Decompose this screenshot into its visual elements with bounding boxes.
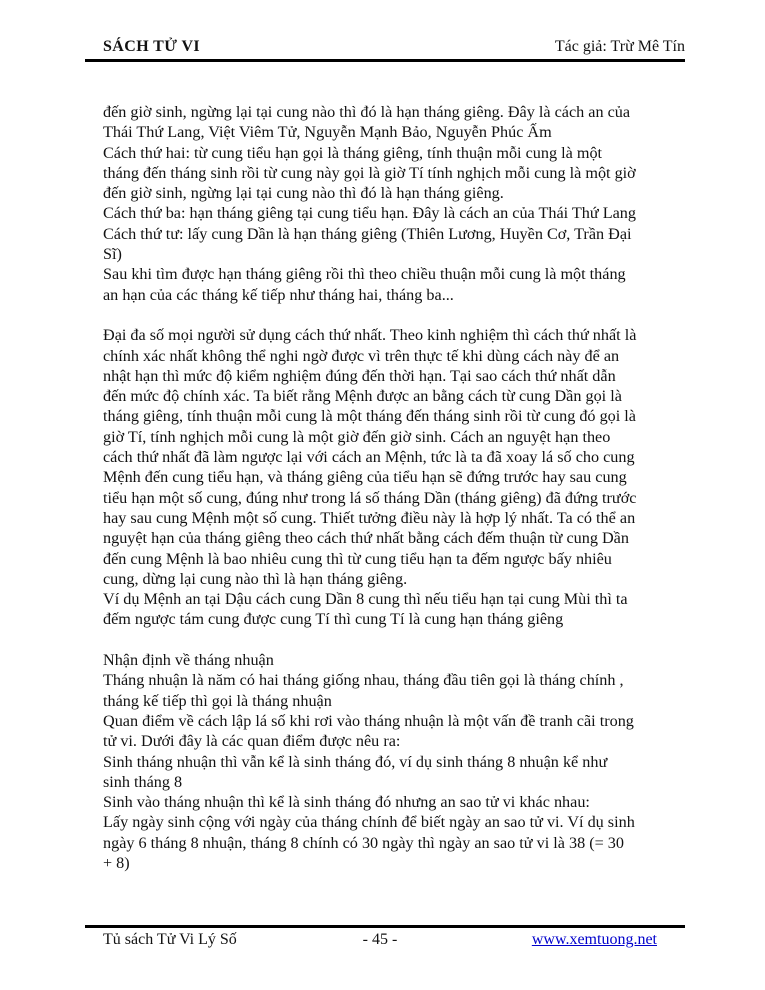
- text-line: cách thứ nhất đã làm ngược lại với cách an Mệnh, tức là ta đã xoay lá số cho cung: [103, 448, 635, 467]
- text-line: nguyệt hạn của tháng giêng theo cách thứ nhất bằng cách đếm thuận từ cung Dần: [103, 529, 629, 548]
- text-line: Cách thứ tư: lấy cung Dần là hạn tháng giêng (Thiên Lương, Huyền Cơ, Trần Đại: [103, 224, 632, 243]
- text-line: nhật hạn thì mức độ kiểm nghiệm đúng đến thời hạn. Tại sao cách thứ nhất dẫn: [103, 366, 616, 385]
- page-number: - 45 -: [362, 931, 398, 948]
- page-body-text: [103, 102, 687, 873]
- text-line: cung, dừng lại cung nào thì là hạn tháng giêng.: [103, 569, 408, 588]
- page-header: [85, 0, 685, 62]
- text-line: đếm ngược tám cung được cung Tí thì cung Tí là cung hạn tháng giêng: [103, 610, 564, 629]
- text-line: Đại đa số mọi người sử dụng cách thứ nhất. Theo kinh nghiệm thì cách thứ nhất là: [103, 326, 637, 345]
- text-line: Sinh vào tháng nhuận thì kể là sinh tháng đó nhưng an sao tử vi khác nhau:: [103, 793, 590, 812]
- text-line: Lấy ngày sinh cộng với ngày của tháng chính để biết ngày an sao tử vi. Ví dụ sinh: [103, 813, 635, 832]
- footer-link-cell: [397, 931, 685, 949]
- text-line: hay sau cung Mệnh một số cung. Thiết tưởng điều này là hợp lý nhất. Ta có thể an: [103, 508, 636, 527]
- text-line: Ví dụ Mệnh an tại Dậu cách cung Dần 8 cung thì nếu tiểu hạn tại cung Mùi thì ta: [103, 590, 628, 609]
- text-line: ngày 6 tháng 8 nhuận, tháng 8 chính có 30 ngày thì ngày an sao tử vi là 38 (= 30: [103, 833, 624, 852]
- text-line: đến mức độ chính xác. Ta biết rằng Mệnh được an bằng cách từ cung Dần gọi là: [103, 387, 622, 406]
- text-line: [103, 305, 687, 325]
- text-line: tháng kế tiếp thì gọi là tháng nhuận: [103, 691, 332, 710]
- text-line: Thái Thứ Lang, Việt Viêm Tử, Nguyễn Mạnh Bảo, Nguyễn Phúc Ấm: [103, 123, 552, 142]
- text-line: đến giờ sinh, ngừng lại tại cung nào thì đó là hạn tháng giêng.: [103, 184, 504, 203]
- text-line: giờ Tí, tính nghịch mỗi cung là một giờ đến giờ sinh. Cách an nguyệt hạn theo: [103, 427, 611, 446]
- text-line: Sĩ): [103, 245, 122, 264]
- text-line: sinh tháng 8: [103, 772, 183, 791]
- text-line: Tháng nhuận là năm có hai tháng giống nhau, tháng đầu tiên gọi là tháng chính ,: [103, 671, 624, 690]
- page-footer: [85, 925, 685, 949]
- website-link[interactable]: www.xemtuong.net: [531, 931, 657, 948]
- text-line: Sau khi tìm được hạn tháng giêng rồi thì theo chiều thuận mỗi cung là một tháng: [103, 265, 626, 284]
- text-line: Nhận định về tháng nhuận: [103, 651, 274, 670]
- text-line: đến giờ sinh, ngừng lại tại cung nào thì đó là hạn tháng giêng. Đây là cách an của: [103, 103, 631, 121]
- text-line: [103, 630, 687, 650]
- text-line: chính xác nhất không thể nghi ngờ được vì trên thực tế khi dùng cách này để an: [103, 346, 620, 365]
- book-title: SÁCH TỬ VI: [103, 38, 201, 55]
- text-line: an hạn của các tháng kế tiếp như tháng hai, tháng ba...: [103, 285, 454, 304]
- text-line: Cách thứ hai: từ cung tiểu hạn gọi là tháng giêng, tính thuận mỗi cung là một: [103, 143, 603, 162]
- text-line: Mệnh đến cung tiểu hạn, và tháng giêng của tiểu hạn sẽ đứng trước hay sau cung: [103, 468, 627, 487]
- author-credit: Tác giả: Trừ Mê Tín: [554, 38, 685, 55]
- text-line: Quan điểm về cách lập lá số khi rơi vào tháng nhuận là một vấn đề tranh cãi trong: [103, 711, 634, 730]
- text-line: tử vi. Dưới đây là các quan điểm được nêu ra:: [103, 732, 401, 751]
- text-line: đến cung Mệnh là bao nhiêu cung thì từ cung tiểu hạn ta đếm ngược bấy nhiêu: [103, 549, 612, 568]
- text-line: tháng đến tháng sinh rồi từ cung này gọi là giờ Tí tính nghịch mỗi cung là một giờ: [103, 163, 636, 182]
- text-line: Cách thứ ba: hạn tháng giêng tại cung tiểu hạn. Đây là cách an của Thái Thứ Lang: [103, 204, 636, 223]
- text-line: tháng giêng, tính thuận mỗi cung là một tháng đến tháng sinh rồi từ cung đó gọi là: [103, 407, 636, 426]
- text-line: Sinh tháng nhuận thì vẫn kể là sinh tháng đó, ví dụ sinh tháng 8 nhuận kể như: [103, 752, 608, 771]
- text-line: + 8): [103, 853, 130, 872]
- text-line: tiểu hạn một số cung, đúng như trong lá số tháng Dần (tháng giêng) đã đứng trước: [103, 488, 637, 507]
- series-title: Tủ sách Tử Vi Lý Số: [103, 931, 237, 948]
